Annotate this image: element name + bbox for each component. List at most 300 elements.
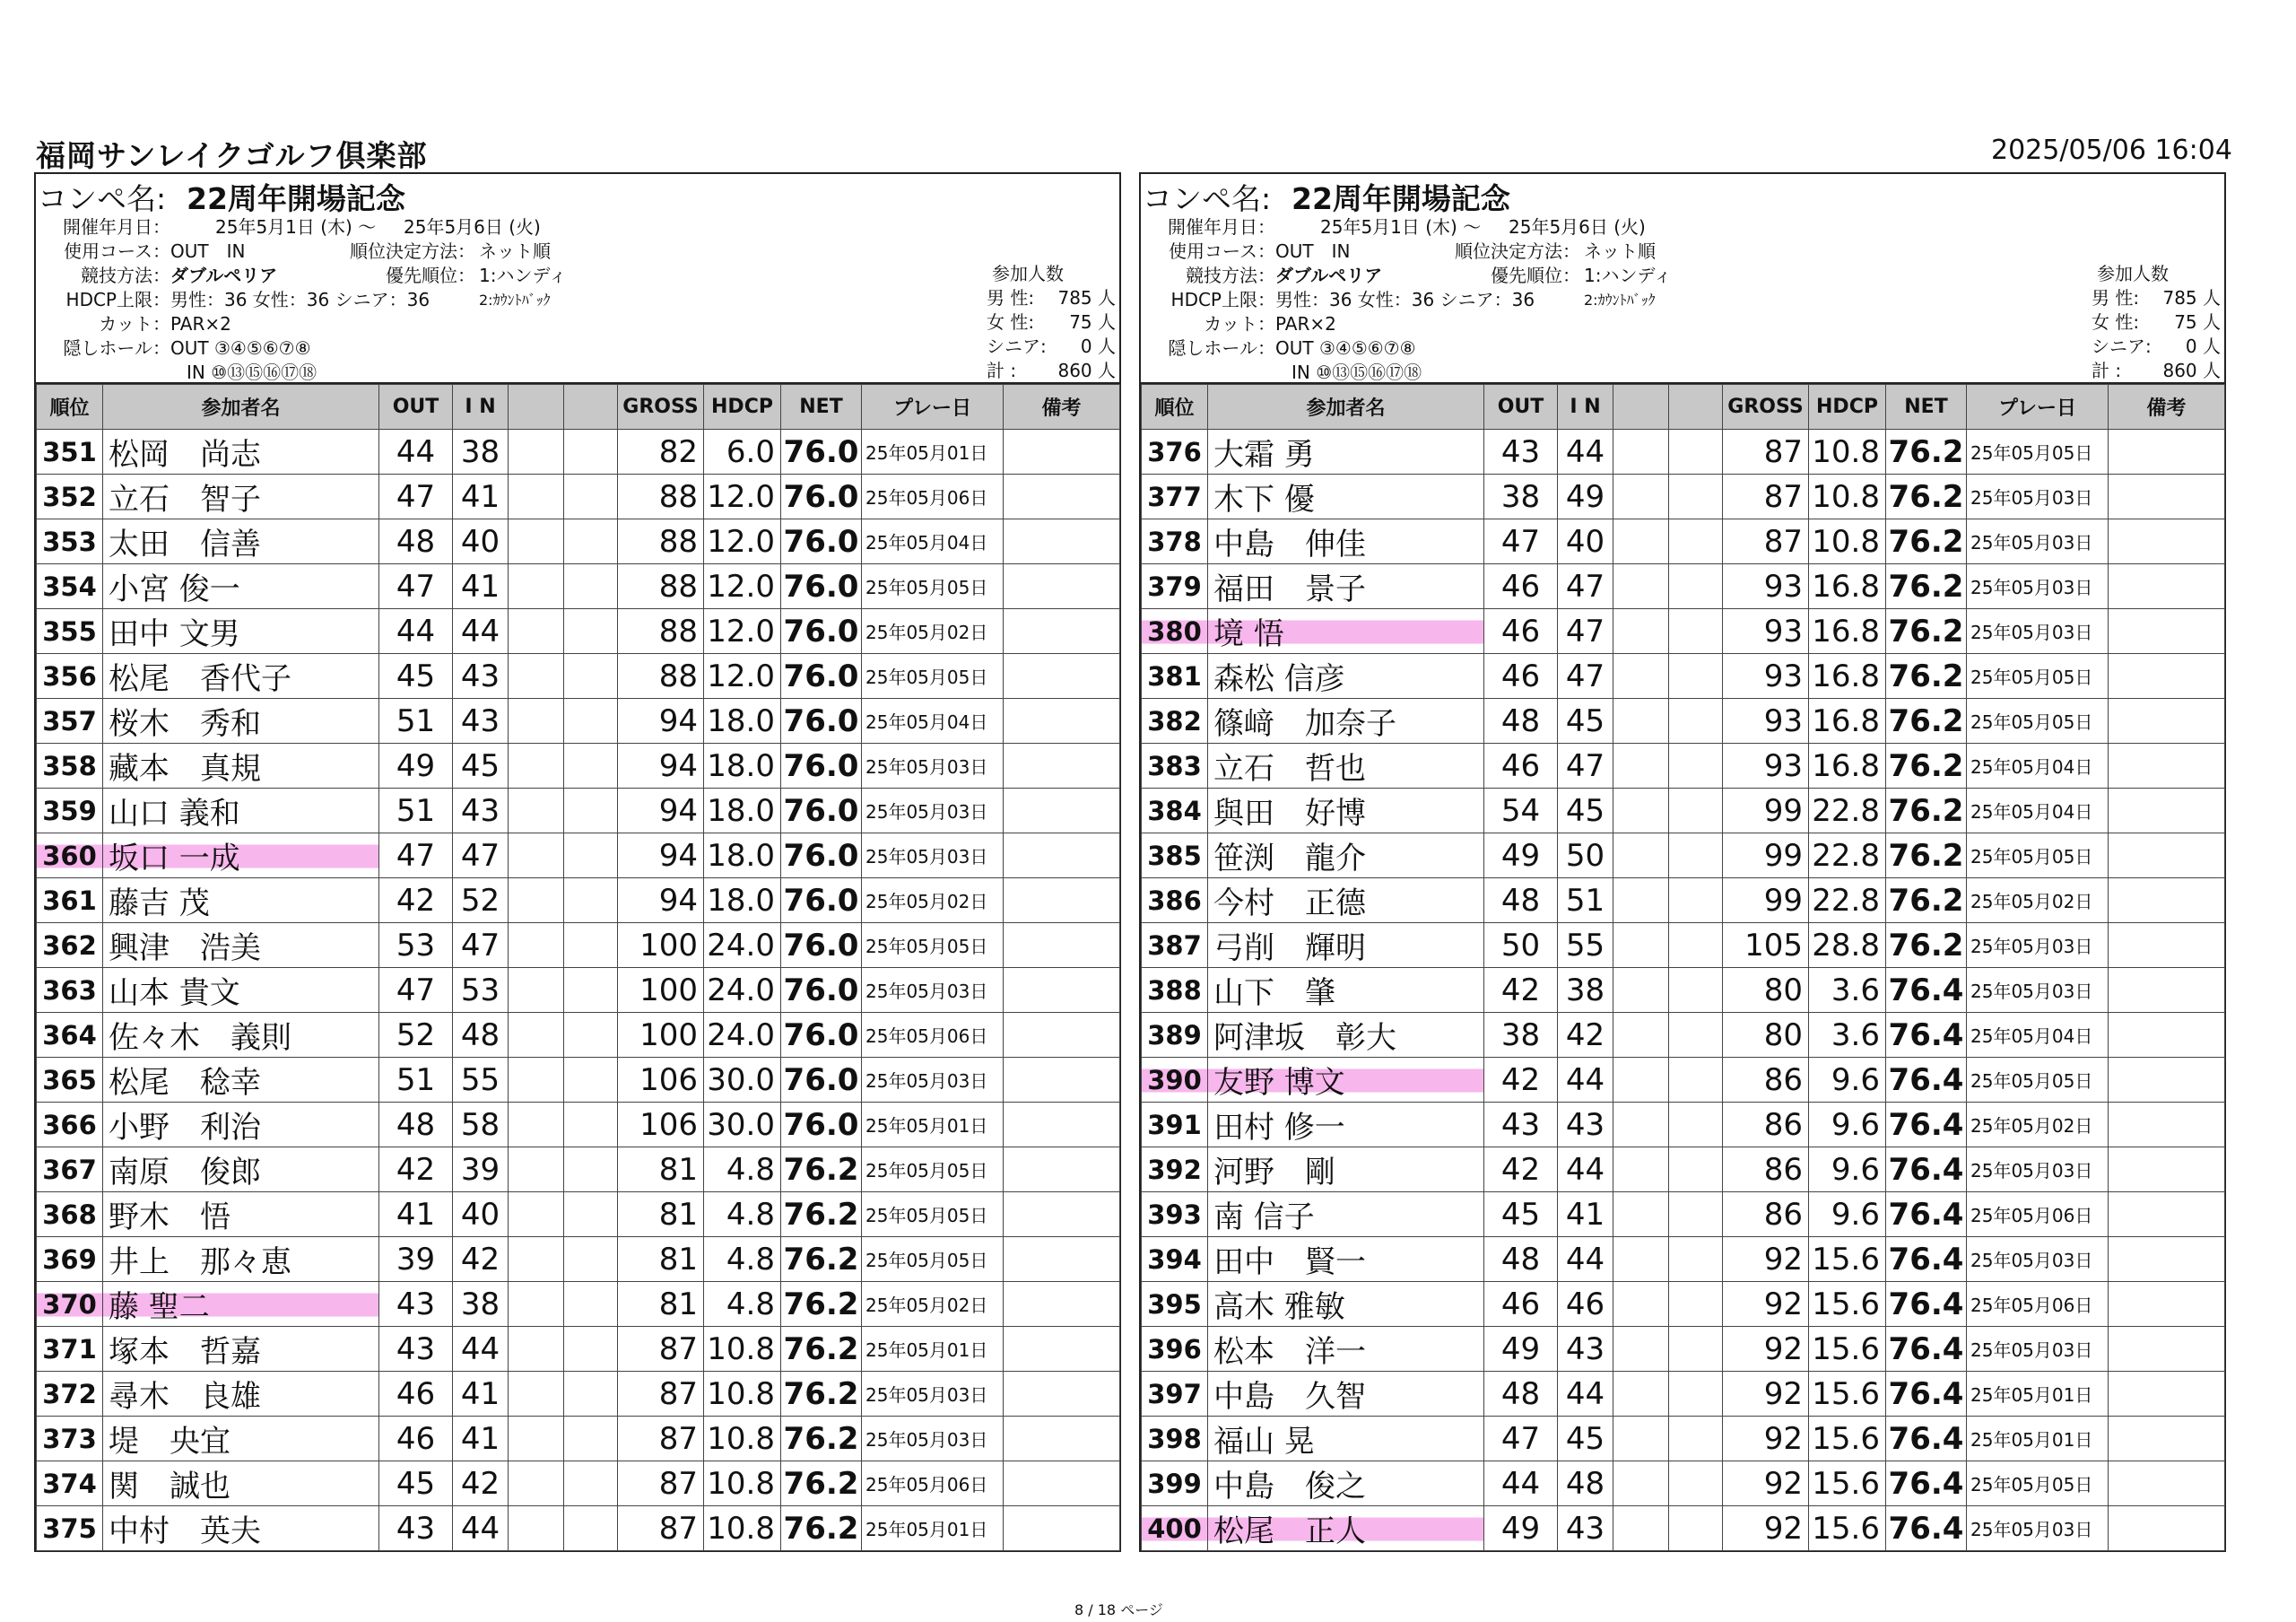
net-cell: 76.0	[781, 744, 862, 789]
name-cell: 中島 久智	[1208, 1372, 1484, 1417]
hidden-holes-out: OUT ③④⑤⑥⑦⑧	[170, 337, 311, 359]
table-row	[37, 699, 1120, 744]
table-row	[1142, 833, 2225, 878]
blank-cell	[1669, 1417, 1723, 1461]
name-cell: 境 悟	[1208, 609, 1484, 654]
in-cell: 43	[1558, 1327, 1613, 1372]
play-date-cell: 25年05月03日	[1967, 475, 2109, 519]
net-cell: 76.0	[781, 430, 862, 475]
in-cell: 47	[1558, 654, 1613, 699]
format-label: 競技方法：	[1186, 265, 1275, 286]
net-cell: 76.2	[1886, 609, 1967, 654]
remarks-cell	[1004, 1506, 1120, 1551]
net-cell: 76.0	[781, 878, 862, 923]
participants-senior-count: 0 人	[2185, 336, 2221, 357]
priority-1: 1:ハンディ	[479, 265, 567, 286]
play-date-cell: 25年05月06日	[862, 1461, 1004, 1506]
participants-senior-count: 0 人	[1080, 336, 1116, 357]
net-cell: 76.2	[1886, 430, 1967, 475]
net-cell: 76.2	[1886, 564, 1967, 609]
table-row	[1142, 609, 2225, 654]
blank-cell	[509, 519, 564, 564]
rank-cell: 369	[37, 1237, 103, 1282]
rank-cell: 366	[37, 1103, 103, 1147]
net-cell: 76.2	[781, 1372, 862, 1417]
table-row	[37, 968, 1120, 1013]
table-row	[1142, 968, 2225, 1013]
remarks-header: 備考	[1004, 385, 1120, 430]
blank-header	[1613, 385, 1669, 430]
play-date-cell: 25年05月01日	[862, 1506, 1004, 1551]
play-date-cell: 25年05月02日	[862, 1282, 1004, 1327]
rank-cell: 387	[1142, 923, 1208, 968]
in-cell: 44	[1558, 1058, 1613, 1103]
blank-cell	[509, 968, 564, 1013]
out-cell: 43	[379, 1506, 453, 1551]
play-date-cell: 25年05月05日	[862, 1192, 1004, 1237]
hdcp-cell: 10.8	[704, 1327, 781, 1372]
table-row	[37, 430, 1120, 475]
gross-cell: 100	[618, 968, 704, 1013]
remarks-cell	[1004, 1103, 1120, 1147]
in-cell: 40	[453, 1192, 509, 1237]
out-cell: 48	[1484, 878, 1558, 923]
hdcp-cell: 30.0	[704, 1103, 781, 1147]
rank-cell: 352	[37, 475, 103, 519]
table-row	[37, 1192, 1120, 1237]
net-cell: 76.4	[1886, 1461, 1967, 1506]
out-cell: 47	[1484, 519, 1558, 564]
in-cell: 55	[1558, 923, 1613, 968]
gross-cell: 106	[618, 1058, 704, 1103]
rank-method-value: ネット順	[1584, 240, 1656, 262]
in-cell: 40	[1558, 519, 1613, 564]
out-header: OUT	[379, 385, 453, 430]
hdcp-cell: 12.0	[704, 475, 781, 519]
blank-header	[564, 385, 618, 430]
blank-cell	[1669, 1237, 1723, 1282]
club-name: 福岡サンレイクゴルフ倶楽部	[36, 138, 428, 173]
table-row	[1142, 654, 2225, 699]
date-label: 開催年月日：	[63, 216, 170, 238]
hdcp-cell: 10.8	[1809, 519, 1886, 564]
net-header: NET	[781, 385, 862, 430]
net-cell: 76.4	[1886, 1147, 1967, 1192]
blank-cell	[564, 1372, 618, 1417]
name-cell: 篠﨑 加奈子	[1208, 699, 1484, 744]
name-cell: 太田 信善	[103, 519, 379, 564]
rank-cell: 370	[37, 1282, 103, 1327]
table-row	[1142, 564, 2225, 609]
rank-cell: 362	[37, 923, 103, 968]
competition-name: 22周年開場記念	[187, 181, 405, 216]
hdcp-cell: 3.6	[1809, 1013, 1886, 1058]
remarks-cell	[2109, 923, 2225, 968]
net-cell: 76.4	[1886, 1327, 1967, 1372]
hdcp-cell: 10.8	[1809, 430, 1886, 475]
remarks-cell	[1004, 968, 1120, 1013]
out-cell: 49	[379, 744, 453, 789]
table-row	[1142, 1147, 2225, 1192]
gross-cell: 100	[618, 1013, 704, 1058]
net-cell: 76.4	[1886, 1192, 1967, 1237]
table-row	[1142, 1417, 2225, 1461]
format-value: ダブルペリア	[1275, 265, 1383, 286]
participants-female-label: 女 性:	[987, 311, 1035, 333]
name-cell: 塚本 哲嘉	[103, 1327, 379, 1372]
participants-label: 参加人数	[2097, 263, 2169, 284]
priority-label: 優先順位：	[386, 265, 475, 286]
gross-cell: 105	[1723, 923, 1809, 968]
blank-cell	[1613, 654, 1669, 699]
format-value: ダブルペリア	[170, 265, 278, 286]
blank-cell	[509, 699, 564, 744]
gross-cell: 82	[618, 430, 704, 475]
rank-cell: 396	[1142, 1327, 1208, 1372]
out-cell: 44	[1484, 1461, 1558, 1506]
out-cell: 45	[379, 654, 453, 699]
net-cell: 76.2	[781, 1506, 862, 1551]
net-cell: 76.2	[781, 1461, 862, 1506]
out-cell: 47	[1484, 1417, 1558, 1461]
blank-cell	[1669, 1282, 1723, 1327]
participants-summary	[956, 262, 1121, 383]
out-cell: 46	[1484, 654, 1558, 699]
table-row	[37, 654, 1120, 699]
rank-cell: 359	[37, 789, 103, 833]
blank-cell	[1669, 1192, 1723, 1237]
gross-cell: 106	[618, 1103, 704, 1147]
blank-cell	[1669, 519, 1723, 564]
rank-cell: 373	[37, 1417, 103, 1461]
in-cell: 42	[1558, 1013, 1613, 1058]
hdcp-cell: 16.8	[1809, 564, 1886, 609]
hdcp-cell: 16.8	[1809, 699, 1886, 744]
remarks-cell	[1004, 654, 1120, 699]
rank-cell: 364	[37, 1013, 103, 1058]
out-cell: 44	[379, 609, 453, 654]
hdcp-cell: 12.0	[704, 519, 781, 564]
hdcp-cell: 22.8	[1809, 789, 1886, 833]
out-cell: 50	[1484, 923, 1558, 968]
out-cell: 42	[1484, 968, 1558, 1013]
net-cell: 76.4	[1886, 1417, 1967, 1461]
play-date-cell: 25年05月02日	[862, 609, 1004, 654]
in-cell: 38	[453, 1282, 509, 1327]
out-cell: 46	[1484, 564, 1558, 609]
rank-cell: 385	[1142, 833, 1208, 878]
net-cell: 76.0	[781, 1013, 862, 1058]
rank-cell: 397	[1142, 1372, 1208, 1417]
competition-meta	[1144, 215, 1672, 385]
net-header: NET	[1886, 385, 1967, 430]
blank-cell	[509, 833, 564, 878]
out-cell: 42	[379, 878, 453, 923]
hdcp-cell: 18.0	[704, 833, 781, 878]
rank-cell: 395	[1142, 1282, 1208, 1327]
name-cell: 中島 伸佳	[1208, 519, 1484, 564]
table-row	[1142, 1058, 2225, 1103]
table-row	[1142, 1327, 2225, 1372]
name-cell: 松尾 正人	[1208, 1506, 1484, 1551]
net-cell: 76.2	[1886, 475, 1967, 519]
name-cell: 坂口 一成	[103, 833, 379, 878]
play-date-cell: 25年05月06日	[862, 1013, 1004, 1058]
blank-cell	[509, 1282, 564, 1327]
table-row	[1142, 1372, 2225, 1417]
blank-cell	[564, 968, 618, 1013]
net-cell: 76.0	[781, 789, 862, 833]
in-cell: 41	[453, 1417, 509, 1461]
name-cell: 関 誠也	[103, 1461, 379, 1506]
net-cell: 76.4	[1886, 1058, 1967, 1103]
hidden-holes-in: IN ⑩⑬⑮⑯⑰⑱	[1292, 362, 1422, 383]
remarks-cell	[1004, 1327, 1120, 1372]
out-cell: 43	[379, 1327, 453, 1372]
gross-cell: 99	[1723, 789, 1809, 833]
blank-cell	[1669, 968, 1723, 1013]
gross-cell: 92	[1723, 1461, 1809, 1506]
hdcp-cell: 3.6	[1809, 968, 1886, 1013]
rank-cell: 377	[1142, 475, 1208, 519]
out-cell: 41	[379, 1192, 453, 1237]
net-cell: 76.2	[1886, 789, 1967, 833]
blank-cell	[1669, 475, 1723, 519]
in-cell: 44	[1558, 1372, 1613, 1417]
blank-cell	[1613, 1058, 1669, 1103]
blank-cell	[564, 1282, 618, 1327]
rank-cell: 392	[1142, 1147, 1208, 1192]
remarks-cell	[2109, 789, 2225, 833]
out-cell: 43	[1484, 1103, 1558, 1147]
rank-cell: 355	[37, 609, 103, 654]
name-cell: 立石 哲也	[1208, 744, 1484, 789]
net-cell: 76.4	[1886, 1372, 1967, 1417]
rank-cell: 357	[37, 699, 103, 744]
rank-cell: 389	[1142, 1013, 1208, 1058]
remarks-cell	[1004, 1237, 1120, 1282]
blank-cell	[1613, 564, 1669, 609]
rank-method-label: 順位決定方法：	[1455, 240, 1580, 262]
participants-female-label: 女 性:	[2092, 311, 2140, 333]
remarks-cell	[1004, 1372, 1120, 1417]
in-cell: 42	[453, 1461, 509, 1506]
play-date-cell: 25年05月06日	[1967, 1192, 2109, 1237]
remarks-cell	[1004, 475, 1120, 519]
blank-cell	[564, 430, 618, 475]
participants-female-count: 75 人	[2174, 311, 2221, 333]
table-row	[1142, 744, 2225, 789]
out-cell: 42	[379, 1147, 453, 1192]
blank-cell	[564, 1417, 618, 1461]
table-row	[1142, 475, 2225, 519]
remarks-cell	[1004, 1461, 1120, 1506]
net-cell: 76.4	[1886, 1237, 1967, 1282]
hdcp-cell: 4.8	[704, 1237, 781, 1282]
hdcp-cell: 9.6	[1809, 1192, 1886, 1237]
net-cell: 76.2	[781, 1327, 862, 1372]
remarks-cell	[1004, 609, 1120, 654]
table-body	[37, 430, 1120, 1551]
rank-cell: 400	[1142, 1506, 1208, 1551]
gross-cell: 81	[618, 1282, 704, 1327]
in-cell: 41	[453, 475, 509, 519]
competition-label: コンペ名:	[1143, 181, 1272, 216]
gross-cell: 93	[1723, 744, 1809, 789]
hdcp-cell: 15.6	[1809, 1461, 1886, 1506]
play-date-cell: 25年05月03日	[862, 1058, 1004, 1103]
play-date-cell: 25年05月03日	[1967, 519, 2109, 564]
rank-cell: 390	[1142, 1058, 1208, 1103]
hdcp-cell: 4.8	[704, 1192, 781, 1237]
blank-cell	[509, 1103, 564, 1147]
hdcp-cell: 10.8	[704, 1461, 781, 1506]
rank-cell: 371	[37, 1327, 103, 1372]
blank-cell	[1613, 475, 1669, 519]
table-row	[1142, 1103, 2225, 1147]
rank-cell: 399	[1142, 1461, 1208, 1506]
name-cell: 立石 智子	[103, 475, 379, 519]
blank-cell	[1613, 519, 1669, 564]
blank-cell	[1669, 654, 1723, 699]
in-cell: 58	[453, 1103, 509, 1147]
remarks-cell	[1004, 744, 1120, 789]
in-cell: 47	[1558, 609, 1613, 654]
gross-cell: 88	[618, 654, 704, 699]
rank-cell: 363	[37, 968, 103, 1013]
name-header: 参加者名	[1208, 385, 1484, 430]
format-label: 競技方法：	[81, 265, 170, 286]
hdcp-cell: 18.0	[704, 789, 781, 833]
hdcp-cell: 16.8	[1809, 744, 1886, 789]
rank-cell: 367	[37, 1147, 103, 1192]
blank-cell	[564, 1237, 618, 1282]
play-date-cell: 25年05月05日	[1967, 1058, 2109, 1103]
name-cell: 友野 博文	[1208, 1058, 1484, 1103]
gross-cell: 99	[1723, 878, 1809, 923]
gross-cell: 87	[618, 1417, 704, 1461]
blank-cell	[509, 475, 564, 519]
blank-cell	[509, 744, 564, 789]
table-row	[37, 1327, 1120, 1372]
out-cell: 39	[379, 1237, 453, 1282]
in-cell: 55	[453, 1058, 509, 1103]
name-cell: 松尾 稔幸	[103, 1058, 379, 1103]
hdcp-label: HDCP上限：	[65, 289, 170, 310]
name-cell: 福田 景子	[1208, 564, 1484, 609]
gross-cell: 87	[1723, 430, 1809, 475]
blank-cell	[564, 923, 618, 968]
blank-cell	[564, 654, 618, 699]
play-date-cell: 25年05月03日	[1967, 1506, 2109, 1551]
play-date-cell: 25年05月03日	[1967, 564, 2109, 609]
net-cell: 76.2	[781, 1237, 862, 1282]
gross-cell: 94	[618, 789, 704, 833]
gross-cell: 87	[618, 1461, 704, 1506]
table-row	[1142, 1013, 2225, 1058]
rank-cell: 380	[1142, 609, 1208, 654]
hdcp-cell: 10.8	[1809, 475, 1886, 519]
in-cell: 45	[1558, 789, 1613, 833]
play-date-cell: 25年05月03日	[1967, 968, 2109, 1013]
rank-cell: 354	[37, 564, 103, 609]
blank-cell	[1613, 1327, 1669, 1372]
out-cell: 38	[1484, 1013, 1558, 1058]
in-cell: 47	[1558, 744, 1613, 789]
name-cell: 大霜 勇	[1208, 430, 1484, 475]
play-date-cell: 25年05月03日	[1967, 609, 2109, 654]
blank-cell	[1613, 923, 1669, 968]
out-cell: 42	[1484, 1058, 1558, 1103]
blank-cell	[509, 654, 564, 699]
blank-cell	[1613, 789, 1669, 833]
net-cell: 76.2	[1886, 923, 1967, 968]
gross-cell: 86	[1723, 1058, 1809, 1103]
results-panel-left	[34, 172, 1121, 1552]
in-cell: 43	[453, 654, 509, 699]
blank-cell	[509, 878, 564, 923]
table-row	[37, 833, 1120, 878]
name-cell: 田中 賢一	[1208, 1237, 1484, 1282]
rank-cell: 378	[1142, 519, 1208, 564]
gross-cell: 81	[618, 1237, 704, 1282]
participants-male-count: 785 人	[2162, 287, 2221, 309]
rank-cell: 368	[37, 1192, 103, 1237]
table-header-row	[37, 385, 1120, 430]
blank-cell	[1669, 923, 1723, 968]
net-cell: 76.2	[1886, 699, 1967, 744]
hdcp-cell: 9.6	[1809, 1147, 1886, 1192]
in-cell: 43	[1558, 1103, 1613, 1147]
blank-cell	[1669, 878, 1723, 923]
blank-cell	[1669, 1103, 1723, 1147]
out-cell: 46	[1484, 744, 1558, 789]
hdcp-cell: 4.8	[704, 1282, 781, 1327]
rank-cell: 381	[1142, 654, 1208, 699]
remarks-cell	[1004, 1058, 1120, 1103]
blank-cell	[564, 609, 618, 654]
in-cell: 45	[1558, 1417, 1613, 1461]
name-cell: 福山 晃	[1208, 1417, 1484, 1461]
participants-total-count: 860 人	[1057, 360, 1116, 381]
blank-cell	[564, 564, 618, 609]
gross-cell: 94	[618, 699, 704, 744]
table-body	[1142, 430, 2225, 1551]
gross-cell: 93	[1723, 564, 1809, 609]
table-row	[37, 609, 1120, 654]
in-cell: 52	[453, 878, 509, 923]
participants-male-label: 男 性:	[2092, 287, 2140, 309]
blank-cell	[564, 878, 618, 923]
gross-cell: 88	[618, 519, 704, 564]
course-value: OUT IN	[1275, 240, 1351, 262]
play-date-cell: 25年05月05日	[862, 654, 1004, 699]
name-cell: 中村 英夫	[103, 1506, 379, 1551]
course-value: OUT IN	[170, 240, 246, 262]
in-cell: 44	[1558, 1237, 1613, 1282]
participants-senior-label: シニア:	[2092, 336, 2152, 357]
remarks-cell	[2109, 1461, 2225, 1506]
play-date-cell: 25年05月05日	[1967, 430, 2109, 475]
name-cell: 弓削 輝明	[1208, 923, 1484, 968]
rank-method-value: ネット順	[479, 240, 551, 262]
blank-cell	[1669, 430, 1723, 475]
gross-cell: 92	[1723, 1327, 1809, 1372]
hdcp-header: HDCP	[1809, 385, 1886, 430]
blank-cell	[1613, 1282, 1669, 1327]
in-cell: 41	[453, 1372, 509, 1417]
in-cell: 44	[1558, 430, 1613, 475]
